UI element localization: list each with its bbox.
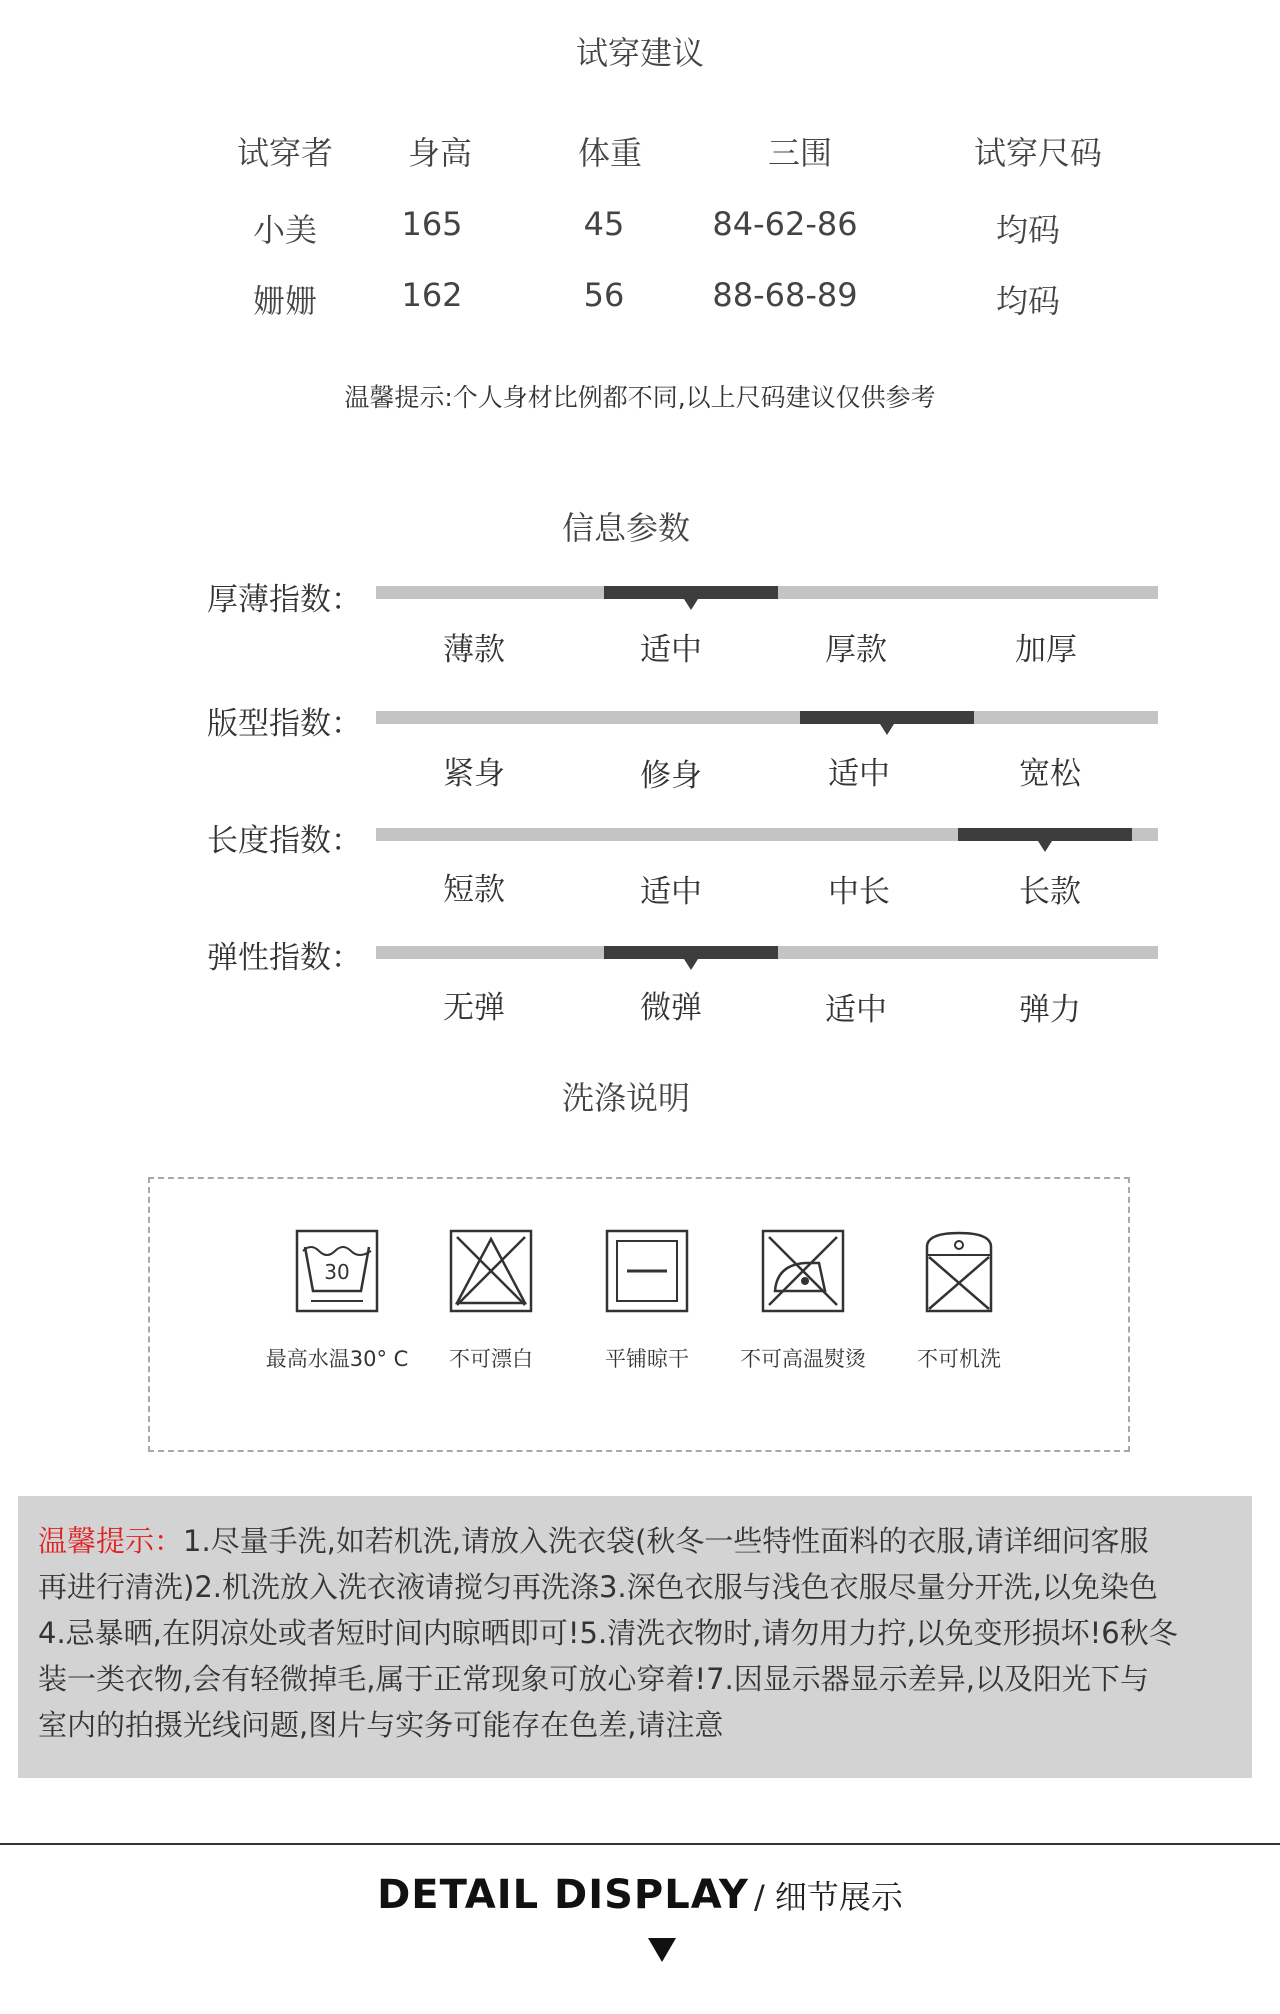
index-label: 厚薄指数：: [207, 582, 362, 618]
index-pointer-icon: [1038, 841, 1052, 852]
wash-item: [562, 1229, 732, 1373]
wash-title: 洗涤说明: [561, 1079, 690, 1117]
index-option: 适中: [828, 756, 890, 792]
wash-instructions-box: [148, 1177, 1130, 1452]
wash-item: [406, 1229, 576, 1373]
index-option: 薄款: [443, 632, 505, 668]
wash-label: 平铺晾干: [605, 1347, 689, 1371]
no-iron-icon: [761, 1229, 845, 1313]
notice-line-1: 温馨提示：1.尽量手洗,如若机洗,请放入洗衣袋(秋冬一些特性面料的衣服,请详细问客服: [38, 1524, 1149, 1558]
wash-item: [718, 1229, 888, 1373]
index-track: [376, 946, 1158, 959]
index-marker: [958, 828, 1132, 841]
fit-row2-weight: 56: [583, 276, 625, 314]
detail-heading-en: DETAIL DISPLAY: [377, 1872, 749, 1918]
index-label: 长度指数：: [207, 823, 362, 859]
fit-header-measurements: 三围: [767, 134, 832, 172]
index-option: 适中: [640, 632, 702, 668]
fit-row2-size: 均码: [995, 282, 1060, 320]
index-option: 微弹: [640, 990, 702, 1026]
index-label: 弹性指数：: [207, 940, 362, 976]
index-track: [376, 828, 1158, 841]
index-marker: [604, 586, 778, 599]
fit-row1-tester: 小美: [252, 211, 317, 249]
no-machine-wash-icon: [917, 1229, 1001, 1313]
fit-row1-height: 165: [401, 205, 463, 243]
fit-header-size: 试穿尺码: [973, 134, 1102, 172]
index-track: [376, 586, 1158, 599]
fit-header-height: 身高: [407, 134, 472, 172]
notice-line-5: 室内的拍摄光线问题,图片与实务可能存在色差,请注意: [38, 1708, 724, 1742]
notice-prefix: 温馨提示：: [38, 1524, 184, 1558]
wash-label: 不可高温熨烫: [740, 1347, 866, 1371]
index-option: 修身: [640, 758, 702, 794]
detail-heading-cn: / 细节展示: [753, 1878, 903, 1916]
detail-display-heading: [0, 1872, 1280, 1918]
index-option: 宽松: [1019, 756, 1081, 792]
fit-row2-measurements: 88-68-89: [712, 276, 858, 314]
index-pointer-icon: [684, 959, 698, 970]
index-track: [376, 711, 1158, 724]
index-option: 长款: [1019, 874, 1081, 910]
params-title: 信息参数: [561, 509, 690, 547]
index-option: 短款: [443, 872, 505, 908]
index-option: 紧身: [443, 756, 505, 792]
index-option: 无弹: [443, 990, 505, 1026]
index-option: 中长: [828, 874, 890, 910]
no-bleach-icon: [449, 1229, 533, 1313]
fit-row2-height: 162: [401, 276, 463, 314]
index-pointer-icon: [880, 724, 894, 735]
flat-dry-icon: [605, 1229, 689, 1313]
wash-item: [252, 1229, 422, 1373]
index-marker: [604, 946, 778, 959]
index-option: 适中: [640, 874, 702, 910]
index-label: 版型指数：: [207, 706, 362, 742]
index-marker: [800, 711, 974, 724]
notice-line-2: 再进行清洗)2.机洗放入洗衣液请搅匀再洗涤3.深色衣服与浅色衣服尽量分开洗,以免染色: [38, 1570, 1158, 1604]
index-option: 弹力: [1019, 992, 1081, 1028]
index-pointer-icon: [684, 599, 698, 610]
index-option: 加厚: [1015, 632, 1077, 668]
care-notice: [18, 1496, 1252, 1778]
index-option: 适中: [825, 992, 887, 1028]
wash-temp-text: 30: [324, 1260, 350, 1284]
index-option: 厚款: [825, 632, 887, 668]
wash-label: 最高水温30° C: [265, 1347, 409, 1371]
notice-line-4: 装一类衣物,会有轻微掉毛,属于正常现象可放心穿着!7.因显示器显示差异,以及阳光下与: [38, 1662, 1149, 1696]
fit-row1-size: 均码: [995, 211, 1060, 249]
fit-title: 试穿建议: [575, 34, 704, 72]
fit-row1-measurements: 84-62-86: [712, 205, 858, 243]
down-arrow-icon: [648, 1938, 676, 1962]
wash-label: 不可漂白: [449, 1347, 533, 1371]
fit-row1-weight: 45: [583, 205, 625, 243]
fit-row2-tester: 姗姗: [252, 282, 317, 320]
fit-header-weight: 体重: [577, 134, 642, 172]
wash-label: 不可机洗: [917, 1347, 1001, 1371]
wash-30-icon: [295, 1229, 379, 1313]
section-divider: [0, 1843, 1280, 1845]
notice-line-3: 4.忌暴晒,在阴凉处或者短时间内晾晒即可!5.清洗衣物时,请勿用力拧,以免变形损坏!6秋冬: [38, 1616, 1178, 1650]
fit-header-tester: 试穿者: [236, 134, 333, 172]
fit-tip: 温馨提示:个人身材比例都不同,以上尺码建议仅供参考: [344, 383, 936, 412]
wash-item: [874, 1229, 1044, 1373]
